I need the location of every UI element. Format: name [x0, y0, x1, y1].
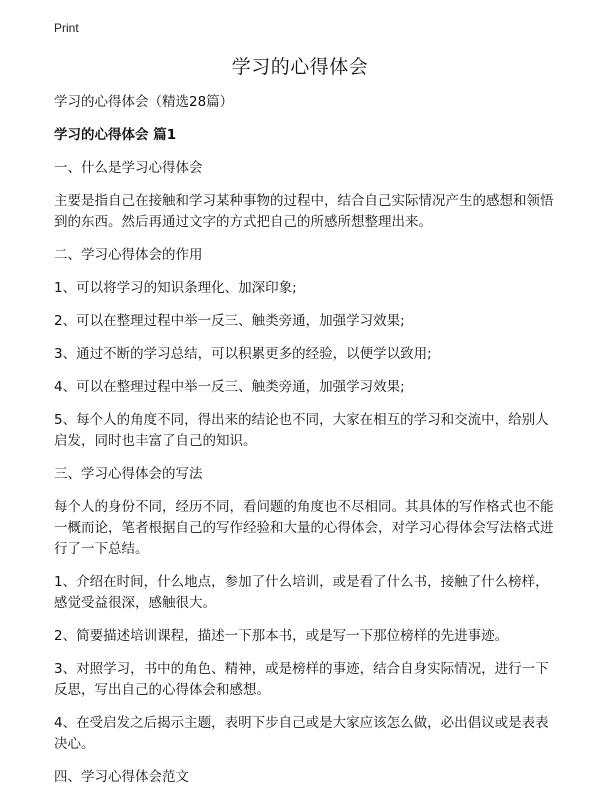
list-item: 4、在受启发之后揭示主题，表明下步自己或是大家应该怎么做，必出倡议或是表表决心。 — [54, 715, 549, 752]
document-title: 学习的心得体会 — [231, 56, 369, 78]
print-label: Print — [54, 21, 79, 35]
list-item: 5、每个人的角度不同，得出来的结论也不同，大家在相互的学习和交流中，给别人启发，同时也丰富了自己的知识。 — [54, 412, 549, 449]
paragraph-heading-1: 一、什么是学习心得体会 — [54, 160, 203, 176]
list-item: 3、通过不断的学习总结，可以积累更多的经验，以便学以致用; — [54, 346, 432, 362]
paragraph-heading-2: 二、学习心得体会的作用 — [54, 247, 203, 263]
list-item: 3、对照学习，书中的角色、精神，或是榜样的事迹，结合自身实际情况，进行一下反思，写出自己的心得体会和感想。 — [54, 661, 549, 698]
list-item: 2、可以在整理过程中举一反三、触类旁通，加强学习效果; — [54, 313, 405, 329]
list-item: 4、可以在整理过程中举一反三、触类旁通，加强学习效果; — [54, 379, 405, 395]
paragraph: 主要是指自己在接触和学习某种事物的过程中，结合自己实际情况产生的感想和领悟到的东西。然后再通过文字的方式把自己的所感所想整理出来。 — [54, 193, 554, 230]
list-item: 1、介绍在时间，什么地点，参加了什么培训，或是看了什么书，接触了什么榜样，感觉受益很深，感触很大。 — [54, 574, 549, 611]
list-item: 2、简要描述培训课程，描述一下那本书，或是写一下那位榜样的先进事迹。 — [54, 628, 509, 644]
list-item: 1、可以将学习的知识条理化、加深印象; — [54, 280, 297, 296]
paragraph: 每个人的身份不同，经历不同，看问题的角度也不尽相同。其具体的写作格式也不能一概而论，笔者根据自己的写作经验和大量的心得体会，对学习心得体会写法格式进行了一下总结。 — [54, 499, 554, 557]
section-heading: 学习的心得体会 篇1 — [54, 127, 177, 143]
paragraph-heading-3: 三、学习心得体会的写法 — [54, 466, 203, 482]
paragraph-heading-4: 四、学习心得体会范文 — [54, 769, 189, 785]
document-body — [54, 92, 554, 800]
document-subtitle: 学习的心得体会（精选28篇） — [54, 94, 234, 110]
